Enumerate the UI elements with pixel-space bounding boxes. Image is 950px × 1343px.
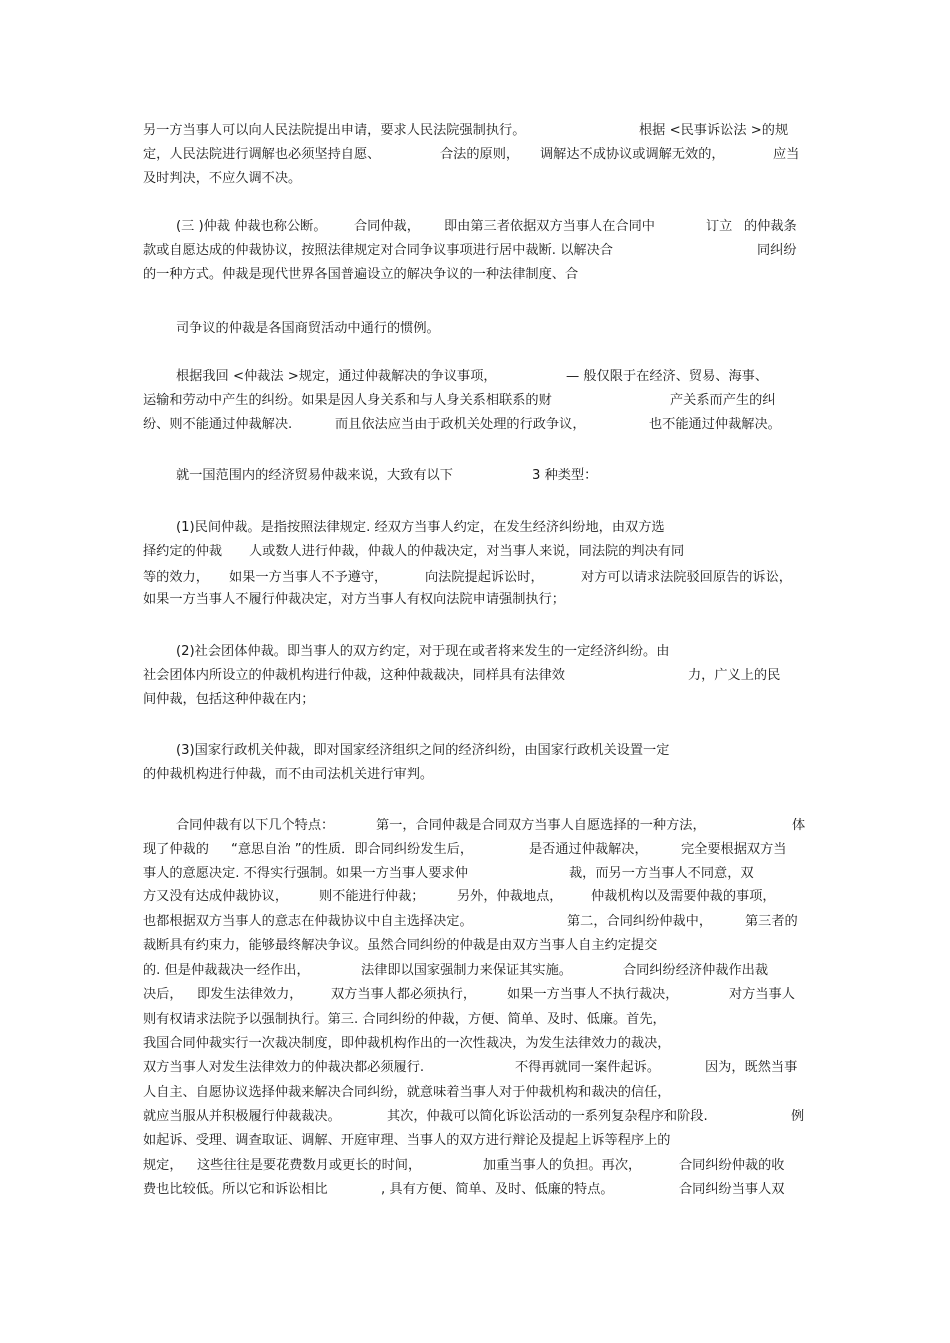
text-line	[176, 641, 808, 663]
text-line	[143, 1033, 808, 1055]
text-segment: 司争议的仲裁是各国商贸活动中通行的惯例。	[176, 321, 440, 336]
text-segment: 款或自愿达成的仲裁协议，按照法律规定对合同争议事项进行居中裁断. 以解决合	[143, 243, 613, 258]
text-segment: 即发生法律效力，	[197, 987, 303, 1002]
text-segment: (三 )仲裁 仲裁也称公断。	[176, 219, 327, 234]
text-line	[176, 366, 808, 388]
text-segment: 则不能进行仲裁；	[319, 889, 425, 904]
text-segment: 向法院提起诉讼时，	[425, 570, 544, 585]
text-segment: 就应当服从并积极履行仲裁裁决。	[143, 1109, 341, 1124]
text-segment: 这些往往是要花费数月或更长的时间，	[197, 1158, 422, 1173]
text-segment: 合同仲裁，	[354, 219, 420, 234]
text-segment: 方又没有达成仲裁协议，	[143, 889, 289, 904]
text-segment: 及时判决，不应久调不决。	[143, 171, 302, 186]
text-segment: 双方当事人都必须执行，	[331, 987, 477, 1002]
text-segment: 现了仲裁的	[143, 842, 209, 857]
text-segment: 对方可以请求法院驳回原告的诉讼，	[581, 570, 792, 585]
text-line	[143, 567, 808, 589]
text-segment: 纷、则不能通过仲裁解决.	[143, 417, 293, 432]
text-segment: 即由第三者依据双方当事人在合同中	[444, 219, 655, 234]
text-line	[143, 541, 808, 563]
text-segment: 加重当事人的负担。再次，	[483, 1158, 642, 1173]
text-line	[176, 815, 808, 837]
text-segment: 合同仲裁有以下几个特点：	[176, 818, 335, 833]
text-segment: 裁断具有约束力，能够最终解决争议。虽然合同纠纷的仲裁是由双方当事人自主约定提交	[143, 938, 658, 953]
text-segment: 社会团体内所设立的仲裁机构进行仲裁，这种仲裁裁决，同样具有法律效	[143, 668, 565, 683]
text-segment: “意思自治 ”的性质．即合同纠纷发生后，	[231, 842, 474, 857]
text-segment: 仲裁机构以及需要仲裁的事项，	[591, 889, 776, 904]
text-segment: 如起诉、受理、调查取证、调解、开庭审理、当事人的双方进行辩论及提起上诉等程序上的	[143, 1133, 671, 1148]
text-segment: 第二，合同纠纷仲裁中，	[567, 914, 713, 929]
text-line	[143, 863, 808, 885]
text-segment: 的仲裁机构进行仲裁，而不由司法机关进行审判。	[143, 767, 434, 782]
text-segment: , 具有方便、简单、及时、低廉的特点。	[381, 1182, 614, 1197]
text-segment: 产关系而产生的纠	[670, 393, 776, 408]
text-segment: 应当	[773, 147, 800, 162]
text-segment: (2)社会团体仲裁。即当事人的双方约定，对于现在或者将来发生的一定经济纠纷。由	[176, 644, 670, 659]
text-segment: 定，人民法院进行调解也必须坚持自愿、	[143, 147, 381, 162]
text-segment: (1)民间仲裁。是指按照法律规定. 经双方当事人约定，在发生经济纠纷地，由双方选	[176, 520, 665, 535]
text-segment: 另一方当事人可以向人民法院提出申请，要求人民法院强制执行。	[143, 123, 526, 138]
text-line	[143, 390, 808, 412]
text-segment: 力，广义上的民	[688, 668, 781, 683]
text-segment: 我国合同仲裁实行一次裁决制度，即仲裁机构作出的一次性裁决，为发生法律效力的裁决，	[143, 1036, 671, 1051]
text-segment: 3 种类型：	[532, 468, 598, 483]
text-segment: 如果一方当事人不执行裁决，	[507, 987, 679, 1002]
text-segment: 其次，仲裁可以简化诉讼活动的一系列复杂程序和阶段.	[387, 1109, 708, 1124]
text-segment: 决后，	[143, 987, 183, 1002]
text-segment: 也不能通过仲裁解决。	[649, 417, 781, 432]
text-segment: 合同纠纷当事人双	[679, 1182, 785, 1197]
text-segment: 的. 但是仲裁裁决一经作出，	[143, 963, 310, 978]
text-segment: 间仲裁，包括这种仲裁在内；	[143, 692, 315, 707]
text-line	[176, 216, 808, 238]
text-segment: 对方当事人	[729, 987, 795, 1002]
text-link[interactable]: 订立	[706, 216, 732, 238]
text-segment: — 般仅限于在经济、贸易、海事、	[566, 369, 769, 384]
text-segment: 的一种方式。仲裁是现代世界各国普遍设立的解决争议的一种法律制度、合	[143, 267, 579, 282]
text-line	[143, 1130, 808, 1152]
text-segment: 而且依法应当由于政机关处理的行政争议，	[335, 417, 586, 432]
text-line	[176, 517, 808, 539]
text-line	[176, 318, 808, 340]
text-line	[143, 264, 808, 286]
text-line	[143, 1179, 808, 1201]
text-segment: 也都根据双方当事人的意志在仲裁协议中自主选择决定。	[143, 914, 473, 929]
text-segment: 因为，既然当事	[705, 1060, 798, 1075]
text-segment: 第一，合同仲裁是合同双方当事人自愿选择的一种方法，	[376, 818, 706, 833]
text-segment: 裁，而另一方当事人不同意，双	[569, 866, 754, 881]
text-line	[143, 1082, 808, 1104]
text-segment: 同纠纷	[757, 243, 797, 258]
text-segment: 完全要根据双方当	[681, 842, 787, 857]
text-segment: 择约定的仲裁	[143, 544, 223, 559]
text-line	[143, 1009, 808, 1031]
text-segment: 合同纠纷仲裁的收	[679, 1158, 785, 1173]
text-line	[143, 414, 808, 436]
text-line	[143, 1106, 808, 1128]
text-segment: 体	[792, 818, 806, 833]
text-line	[143, 911, 808, 933]
text-segment: 是否通过仲裁解决，	[529, 842, 648, 857]
text-segment: 运输和劳动中产生的纠纷。如果是因人身关系和与人身关系相联系的财	[143, 393, 552, 408]
text-line	[143, 1155, 808, 1177]
text-segment: 不得再就同一案件起诉。	[515, 1060, 661, 1075]
text-line	[176, 740, 808, 762]
text-segment: 人自主、自愿协议选择仲裁来解决合同纠纷，就意味着当事人对于仲裁机构和裁决的信任，	[143, 1085, 671, 1100]
text-segment: 事人的意愿决定. 不得实行强制。如果一方当事人要求仲	[143, 866, 468, 881]
text-segment: 合法的原则，	[440, 147, 520, 162]
text-segment: 双方当事人对发生法律效力的仲裁决都必须履行.	[143, 1060, 425, 1075]
text-line	[143, 120, 808, 142]
text-segment: 合同纠纷经济仲裁作出裁	[623, 963, 769, 978]
text-segment: 如果一方当事人不予遵守，	[229, 570, 388, 585]
text-segment: 如果一方当事人不履行仲裁决定，对方当事人有权向法院申请强制执行；	[143, 592, 565, 607]
text-line	[143, 764, 808, 786]
text-segment: 等的效力，	[143, 570, 209, 585]
text-segment: 另外，仲裁地点，	[457, 889, 563, 904]
text-line	[143, 168, 808, 190]
text-segment: 例	[791, 1109, 805, 1124]
text-segment: 的仲裁条	[744, 219, 797, 234]
text-line	[143, 984, 808, 1006]
text-segment: 则有权请求法院予以强制执行。第三. 合同纠纷的仲裁，方便、简单、及时、低廉。首先，	[143, 1012, 666, 1027]
text-segment: 规定，	[143, 1158, 183, 1173]
text-segment: 根据我回 <仲裁法 >规定，通过仲裁解决的争议事项，	[176, 369, 497, 384]
text-line	[143, 935, 808, 957]
text-line	[143, 960, 808, 982]
text-line	[143, 144, 808, 166]
text-line	[143, 1057, 808, 1079]
text-segment: (3)国家行政机关仲裁，即对国家经济组织之间的经济纠纷，由国家行政机关设置一定	[176, 743, 670, 758]
text-line	[143, 589, 808, 611]
text-segment: 调解达不成协议或调解无效的，	[540, 147, 725, 162]
text-segment: 法律即以国家强制力来保证其实施。	[361, 963, 572, 978]
text-line	[143, 839, 808, 861]
text-segment: 人或数人进行仲裁，仲裁人的仲裁决定，对当事人来说，同法院的判决有同	[249, 544, 685, 559]
text-line	[143, 886, 808, 908]
text-segment: 费也比较低。所以它和诉讼相比	[143, 1182, 328, 1197]
text-segment: 第三者的	[745, 914, 798, 929]
text-line	[143, 665, 808, 687]
text-line	[176, 465, 808, 487]
text-segment: 根据 <民事诉讼法 >的规	[639, 123, 789, 138]
text-line	[143, 689, 808, 711]
text-line	[143, 240, 808, 262]
text-segment: 就一国范围内的经济贸易仲裁来说，大致有以下	[176, 468, 453, 483]
